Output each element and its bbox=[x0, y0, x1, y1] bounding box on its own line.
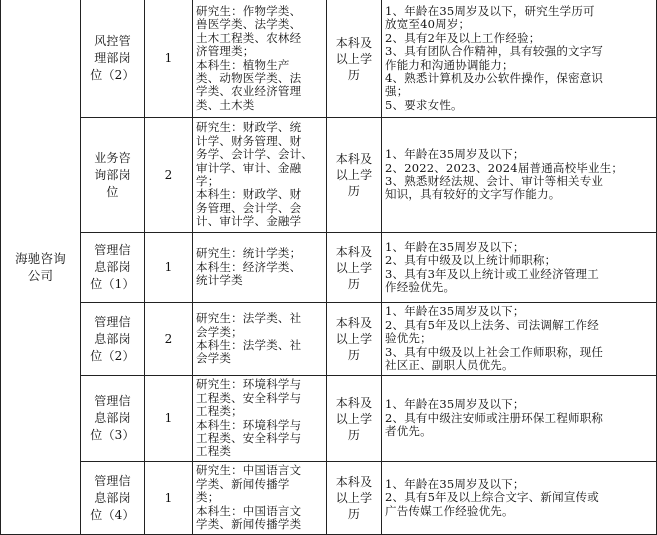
major-text: 研究生：中国语言文 学类、新闻传播学 类； 本科生：中国语言文 学类、新闻传播学类 bbox=[196, 463, 302, 532]
requirements-cell bbox=[385, 462, 656, 534]
headcount: 1 bbox=[164, 411, 173, 425]
company-cell bbox=[1, 0, 80, 534]
department-name: 风控管 理部岗 位（2） bbox=[90, 34, 135, 82]
major-cell bbox=[196, 0, 326, 117]
headcount-cell bbox=[145, 376, 192, 461]
department-cell bbox=[81, 303, 144, 375]
department-cell bbox=[81, 233, 144, 302]
department-name: 管理信 息部岗 位（2） bbox=[90, 314, 135, 363]
department-cell bbox=[81, 0, 144, 117]
requirements-text: 1、年龄在35周岁及以下，研究生学历可 放宽至40周岁； 2、具有2年及以上工作经验； 3、具有团队合作精神，具有较强的文字写 作能力和沟通协调能力； 4、熟悉计算机及办公软件操作，保密意识 强； 5、要求女性。 bbox=[385, 3, 604, 112]
education-cell bbox=[327, 376, 381, 461]
education-cell bbox=[327, 0, 381, 117]
major-cell bbox=[196, 118, 326, 232]
table-border bbox=[381, 0, 382, 535]
headcount-cell bbox=[145, 0, 192, 117]
table-border bbox=[192, 0, 193, 535]
major-cell bbox=[196, 303, 326, 375]
headcount: 1 bbox=[164, 490, 173, 505]
major-cell bbox=[196, 462, 326, 534]
education-cell bbox=[327, 303, 381, 375]
major-text: 研究生：财政学、统 计学、财务管理、财 务学、会计学、会计、 审计学、审计、金融 学； 本科生：财政学、财 务管理、会计学、会 计、审计学、金融学 bbox=[196, 120, 313, 229]
department-cell bbox=[81, 462, 144, 534]
requirements-text: 1、年龄在35周岁及以下； 2、2022、2023、2024届普通高校毕业生； 3、熟悉财经法规、会计、审计等相关专业 知识，具有较好的文字写作能力。 bbox=[385, 147, 624, 202]
headcount: 2 bbox=[164, 167, 173, 182]
headcount: 2 bbox=[164, 331, 173, 346]
education-cell bbox=[327, 118, 381, 232]
headcount: 1 bbox=[164, 260, 173, 274]
department-name: 管理信 息部岗 位（4） bbox=[90, 473, 135, 522]
education-text: 本科及 以上学 历 bbox=[335, 316, 373, 362]
requirements-text: 1、年龄在35周岁及以下； 2、具有5年及以上法务、司法调解工作经 验优先； 3、具有中级及以上社会工作师职称，现任 社区正、副职人员优先。 bbox=[385, 304, 604, 373]
department-cell bbox=[81, 118, 144, 232]
education-text: 本科及 以上学 历 bbox=[335, 395, 373, 442]
education-text: 本科及 以上学 历 bbox=[335, 152, 373, 198]
requirements-text: 1、年龄在35周岁及以下； 2、具有5年及以上综合文字、新闻宣传或 广告传媒工作经验优先。 bbox=[385, 476, 599, 518]
requirements-cell bbox=[385, 376, 656, 461]
requirements-cell bbox=[385, 118, 656, 232]
requirements-cell bbox=[385, 233, 656, 302]
headcount-cell bbox=[145, 462, 192, 534]
department-name: 管理信 息部岗 位（1） bbox=[90, 243, 135, 291]
requirements-text: 1、年龄在35周岁及以下； 2、具有中级注安师或注册环保工程师职称 者优先。 bbox=[385, 397, 604, 439]
requirements-cell bbox=[385, 0, 656, 117]
department-name: 管理信 息部岗 位（3） bbox=[90, 394, 135, 442]
major-text: 研究生：法学类、社 会学类； 本科生：法学类、社 会学类 bbox=[196, 311, 302, 366]
education-text: 本科及 以上学 历 bbox=[335, 244, 373, 291]
major-cell bbox=[196, 376, 326, 461]
department-name: 业务咨 询部岗 位 bbox=[94, 150, 131, 199]
education-text: 本科及 以上学 历 bbox=[335, 35, 373, 82]
requirements-cell bbox=[385, 303, 656, 375]
major-text: 研究生：统计学类； 本科生：经济学类、 统计学类 bbox=[196, 246, 302, 288]
headcount-cell bbox=[145, 233, 192, 302]
requirements-text: 1、年龄在35周岁及以下； 2、具有中级及以上统计师职称； 3、具有3年及以上统计或工业经济管理工 作经验优先。 bbox=[385, 239, 599, 294]
education-cell bbox=[327, 462, 381, 534]
headcount-cell bbox=[145, 303, 192, 375]
department-cell bbox=[81, 376, 144, 461]
major-text: 研究生：作物学类、 兽医学类、法学类、 土木工程类、农林经 济管理类； 本科生：植物生产 类、动物医学类、法 学类、农业经济管理 类、土木类 bbox=[196, 3, 302, 112]
major-cell bbox=[196, 233, 326, 302]
education-cell bbox=[327, 233, 381, 302]
major-text: 研究生：环境科学与 工程类、安全科学与 工程类； 本科生：环境科学与 工程类、安全科学与 工程类 bbox=[196, 377, 302, 459]
education-text: 本科及 以上学 历 bbox=[335, 475, 373, 521]
company-name: 海驰咨询 公司 bbox=[15, 251, 66, 283]
headcount-cell bbox=[145, 118, 192, 232]
headcount: 1 bbox=[164, 51, 173, 65]
